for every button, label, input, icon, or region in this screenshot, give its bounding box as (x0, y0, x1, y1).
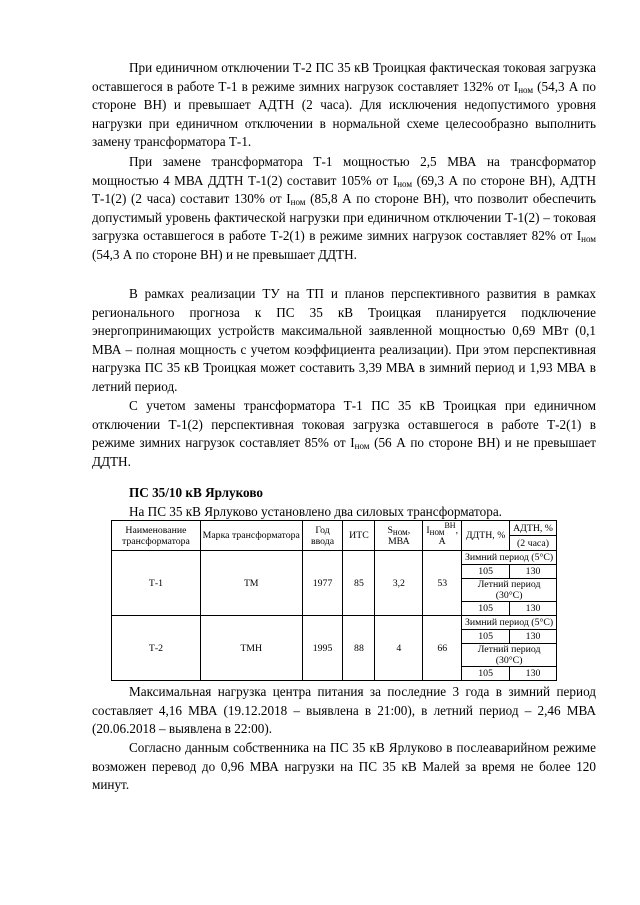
cell-inom: 53 (423, 551, 462, 616)
inom-symbol: $I_{ном}$ (392, 172, 413, 189)
cell-adtn: 130 (510, 630, 557, 644)
header-inom: $I_{ном}^{ВН}$, А (423, 521, 462, 551)
cell-its: 85 (343, 551, 375, 616)
paragraph-t1-overload: При единичном отключении Т-2 ПС 35 кВ Троицкая фактическая токовая загрузка оставшегося в работе Т-1 в режиме зимних нагрузок составляет 132% от $I_{ном}$ (54,3 А по стороне ВН) и превышает АДТН (2 часа). Для исключения недопустимого уровня нагрузки при единичном отключении в нормальной схеме целесообразно выполнить замену трансформатора Т-1. (92, 60, 596, 150)
header-adtn-duration: (2 часа) (510, 536, 557, 551)
header-year: Год ввода (302, 521, 343, 551)
cell-snom: 4 (375, 616, 423, 681)
cell-name: Т-2 (112, 616, 201, 681)
header-adtn: АДТН, % (510, 521, 557, 536)
paragraph-perspective: В рамках реализации ТУ на ТП и планов перспективного развития в рамках регионального прогноза к ПС 35 кВ Троицкая планируется подключение энергопринимающих устройств максимальной заявленной мощностью 0,69 МВт (0,1 МВА – полная мощность с учетом коэффициента реализации). При этом перспективная нагрузка ПС 35 кВ Троицкая может составить 3,39 МВА в зимний период и 1,93 МВА в летний период. (92, 286, 596, 394)
cell-ddtn: 105 (462, 602, 510, 616)
table-row (112, 551, 557, 565)
cell-snom: 3,2 (375, 551, 423, 616)
inom-symbol: $I_{ном}$ (286, 191, 306, 208)
cell-period-winter: Зимний период (5°С) (462, 551, 557, 565)
header-snom: $S_{ном}$, МВА (375, 521, 423, 551)
inom-symbol: $I_{ном}$ (513, 78, 534, 95)
cell-ddtn: 105 (462, 565, 510, 579)
cell-name: Т-1 (112, 551, 201, 616)
cell-adtn: 130 (510, 565, 557, 579)
cell-year: 1995 (302, 616, 343, 681)
inom-symbol: $I_{ном}$ (350, 435, 370, 452)
section-heading: ПС 35/10 кВ Ярлуково (129, 485, 263, 500)
cell-ddtn: 105 (462, 667, 510, 681)
cell-brand: ТМ (200, 551, 302, 616)
paragraph-perspective-load: С учетом замены трансформатора Т-1 ПС 35 кВ Троицкая при единичном отключении Т-1(2) перспективная токовая загрузка оставшегося в работе Т-2(1) в режиме зимних нагрузок составляет 85% от $I_{ном}$ (56 А по стороне ВН) и не превышает ДДТН. (92, 398, 596, 469)
cell-brand: ТМН (200, 616, 302, 681)
table-row (112, 616, 557, 630)
cell-ddtn: 105 (462, 630, 510, 644)
cell-period-winter: Зимний период (5°С) (462, 616, 557, 630)
paragraph-max-load: Максимальная нагрузка центра питания за последние 3 года в зимний период составляет 4,16 МВА (19.12.2018 – выявлена в 21:00), в летний период – 2,46 МВА (20.06.2018 – выявлена в 22:00). (92, 684, 596, 737)
cell-period-summer: Летний период (30°С) (462, 644, 557, 667)
paragraph-t1-replacement: При замене трансформатора Т-1 мощностью 2,5 МВА на трансформатор мощностью 4 МВА ДДТН Т-1(2) составит 105% от $I_{ном}$ (69,3 А по стороне ВН), АДТН Т-1(2) (2 часа) составит 130% от $I_{ном}$ (85,8 А по стороне ВН), что позволит обеспечить допустимый уровень фактической нагрузки при единичном отключении Т-1(2) – токовая загрузка оставшегося в работе Т-2(1) в режиме зимних нагрузок составляет 82% от $I_{ном}$ (54,3 А по стороне ВН) и не превышает ДДТН. (92, 154, 596, 262)
header-name: Наименование трансформатора (112, 521, 201, 551)
cell-its: 88 (343, 616, 375, 681)
transformer-table (111, 520, 557, 681)
cell-period-summer: Летний период (30°С) (462, 579, 557, 602)
cell-adtn: 130 (510, 602, 557, 616)
inom-symbol: $I_{ном}$ (576, 228, 596, 245)
table-caption: На ПС 35 кВ Ярлуково установлено два силовых трансформатора. (129, 504, 502, 519)
cell-year: 1977 (302, 551, 343, 616)
cell-inom: 66 (423, 616, 462, 681)
paragraph-transfer: Согласно данным собственника на ПС 35 кВ Ярлуково в послеаварийном режиме возможен перевод до 0,96 МВА нагрузки на ПС 35 кВ Малей за время не более 120 минут. (92, 740, 596, 793)
cell-adtn: 130 (510, 667, 557, 681)
header-its: ИТС (343, 521, 375, 551)
header-brand: Марка трансформатора (200, 521, 302, 551)
header-ddtn: ДДТН, % (462, 521, 510, 551)
